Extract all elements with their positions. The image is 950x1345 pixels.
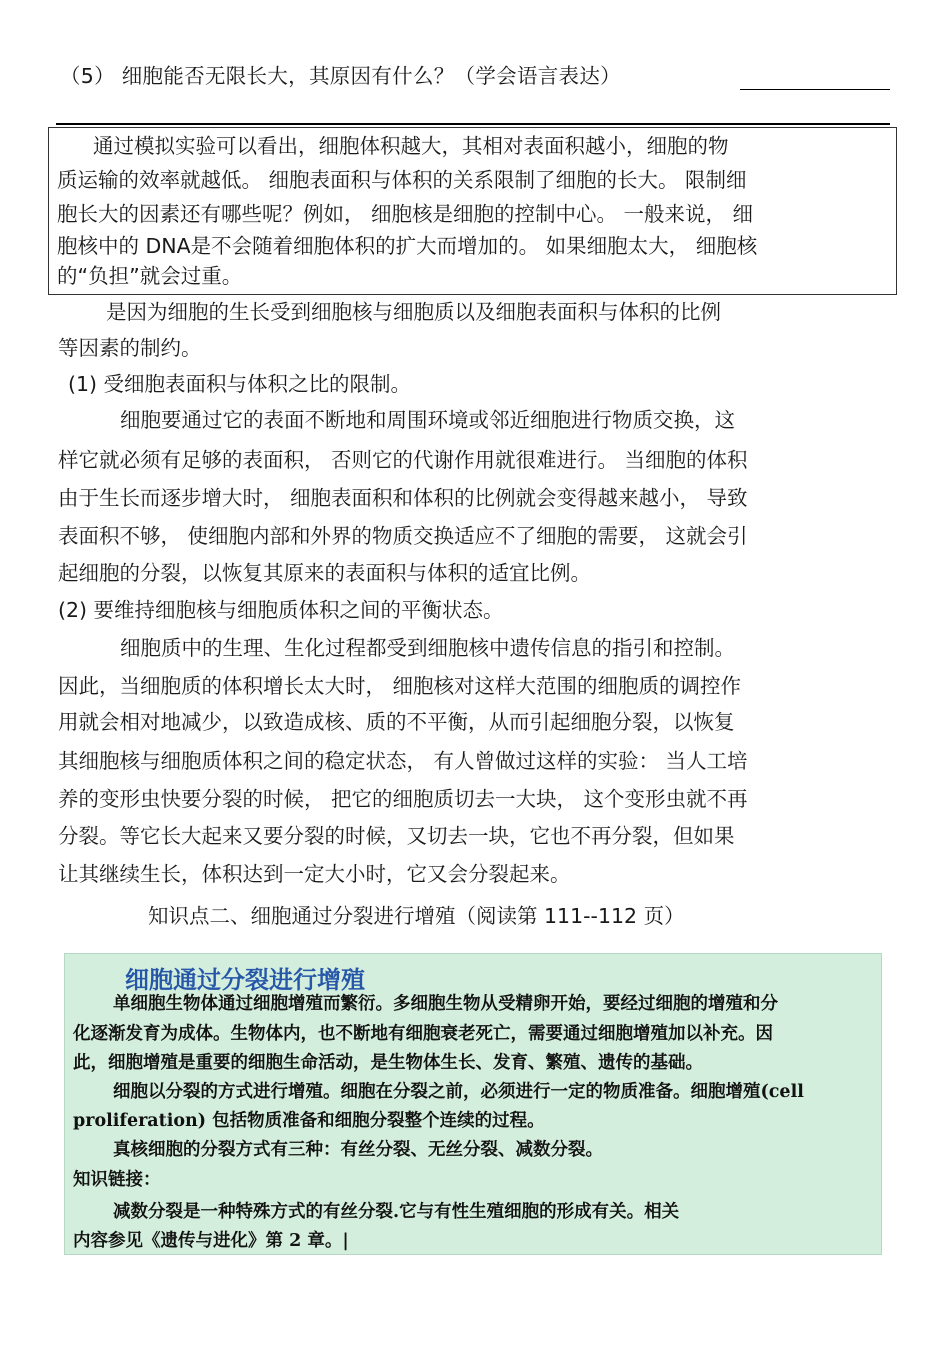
boxed-line: 质运输的效率就越低。 细胞表面积与体积的关系限制了细胞的长大。 限制细 bbox=[57, 168, 747, 192]
excerpt-line: 真核细胞的分裂方式有三种：有丝分裂、无丝分裂、减数分裂。 bbox=[113, 1140, 603, 1160]
boxed-line: 胞核中的 DNA是不会随着细胞体积的扩大而增加的。 如果细胞太大， 细胞核 bbox=[57, 234, 758, 258]
answer-line: 等因素的制约。 bbox=[58, 336, 202, 360]
answer-blank-line bbox=[740, 89, 890, 90]
boxed-line: 通过模拟实验可以看出，细胞体积越大，其相对表面积越小，细胞的物 bbox=[93, 134, 729, 158]
point2-line: 让其继续生长，体积达到一定大小时，它又会分裂起来。 bbox=[58, 862, 571, 886]
excerpt-line: 化逐渐发育为成体。生物体内，也不断地有细胞衰老死亡，需要通过细胞增殖加以补充。因 bbox=[73, 1024, 773, 1044]
excerpt-line: 此，细胞增殖是重要的细胞生命活动，是生物体生长、发育、繁殖、遗传的基础。 bbox=[73, 1053, 703, 1073]
point1-line: 样它就必须有足够的表面积， 否则它的代谢作用就很难进行。 当细胞的体积 bbox=[58, 448, 748, 472]
boxed-line: 胞长大的因素还有哪些呢？例如， 细胞核是细胞的控制中心。 一般来说， 细 bbox=[57, 202, 754, 226]
excerpt-line: 单细胞生物体通过细胞增殖而繁衍。多细胞生物从受精卵开始，要经过细胞的增殖和分 bbox=[113, 994, 778, 1014]
excerpt-title: 细胞通过分裂进行增殖 bbox=[125, 966, 365, 994]
excerpt-line: 内容参见《遗传与进化》第 2 章。| bbox=[73, 1231, 349, 1251]
point2-line: 分裂。等它长大起来又要分裂的时候，又切去一块，它也不再分裂，但如果 bbox=[58, 824, 735, 848]
point1-line: 表面积不够， 使细胞内部和外界的物质交换适应不了细胞的需要， 这就会引 bbox=[58, 524, 748, 548]
point2-line: 其细胞核与细胞质体积之间的稳定状态， 有人曾做过这样的实验： 当人工培 bbox=[58, 749, 748, 773]
boxed-paragraph bbox=[48, 127, 897, 295]
boxed-line: 的“负担”就会过重。 bbox=[57, 264, 243, 288]
question-text: （5） 细胞能否无限长大，其原因有什么？（学会语言表达） bbox=[60, 64, 621, 88]
answer-line: 是因为细胞的生长受到细胞核与细胞质以及细胞表面积与体积的比例 bbox=[106, 300, 721, 324]
excerpt-line: 知识链接： bbox=[73, 1170, 161, 1190]
knowledge-point-heading: 知识点二、细胞通过分裂进行增殖（阅读第 111--112 页） bbox=[148, 904, 685, 928]
divider-rule bbox=[56, 123, 890, 125]
point1-line: 起细胞的分裂，以恢复其原来的表面积与体积的适宜比例。 bbox=[58, 561, 591, 585]
point1-line: 细胞要通过它的表面不断地和周围环境或邻近细胞进行物质交换，这 bbox=[120, 408, 735, 432]
point2-line: 细胞质中的生理、生化过程都受到细胞核中遗传信息的指引和控制。 bbox=[120, 636, 735, 660]
point2-line: 因此，当细胞质的体积增长太大时， 细胞核对这样大范围的细胞质的调控作 bbox=[58, 674, 742, 698]
point2-line: 用就会相对地减少，以致造成核、质的不平衡，从而引起细胞分裂，以恢复 bbox=[58, 710, 735, 734]
excerpt-line: 减数分裂是一种特殊方式的有丝分裂.它与有性生殖细胞的形成有关。相关 bbox=[113, 1202, 680, 1222]
textbook-excerpt bbox=[64, 953, 882, 1255]
point2-line: 养的变形虫快要分裂的时候， 把它的细胞质切去一大块， 这个变形虫就不再 bbox=[58, 787, 748, 811]
excerpt-line: proliferation) 包括物质准备和细胞分裂整个连续的过程。 bbox=[73, 1111, 545, 1131]
point2-heading: (2) 要维持细胞核与细胞质体积之间的平衡状态。 bbox=[58, 598, 504, 622]
point1-line: 由于生长而逐步增大时， 细胞表面积和体积的比例就会变得越来越小， 导致 bbox=[58, 486, 748, 510]
point1-heading: (1) 受细胞表面积与体积之比的限制。 bbox=[68, 372, 412, 396]
excerpt-line: 细胞以分裂的方式进行增殖。细胞在分裂之前，必须进行一定的物质准备。细胞增殖(cell bbox=[113, 1082, 804, 1102]
